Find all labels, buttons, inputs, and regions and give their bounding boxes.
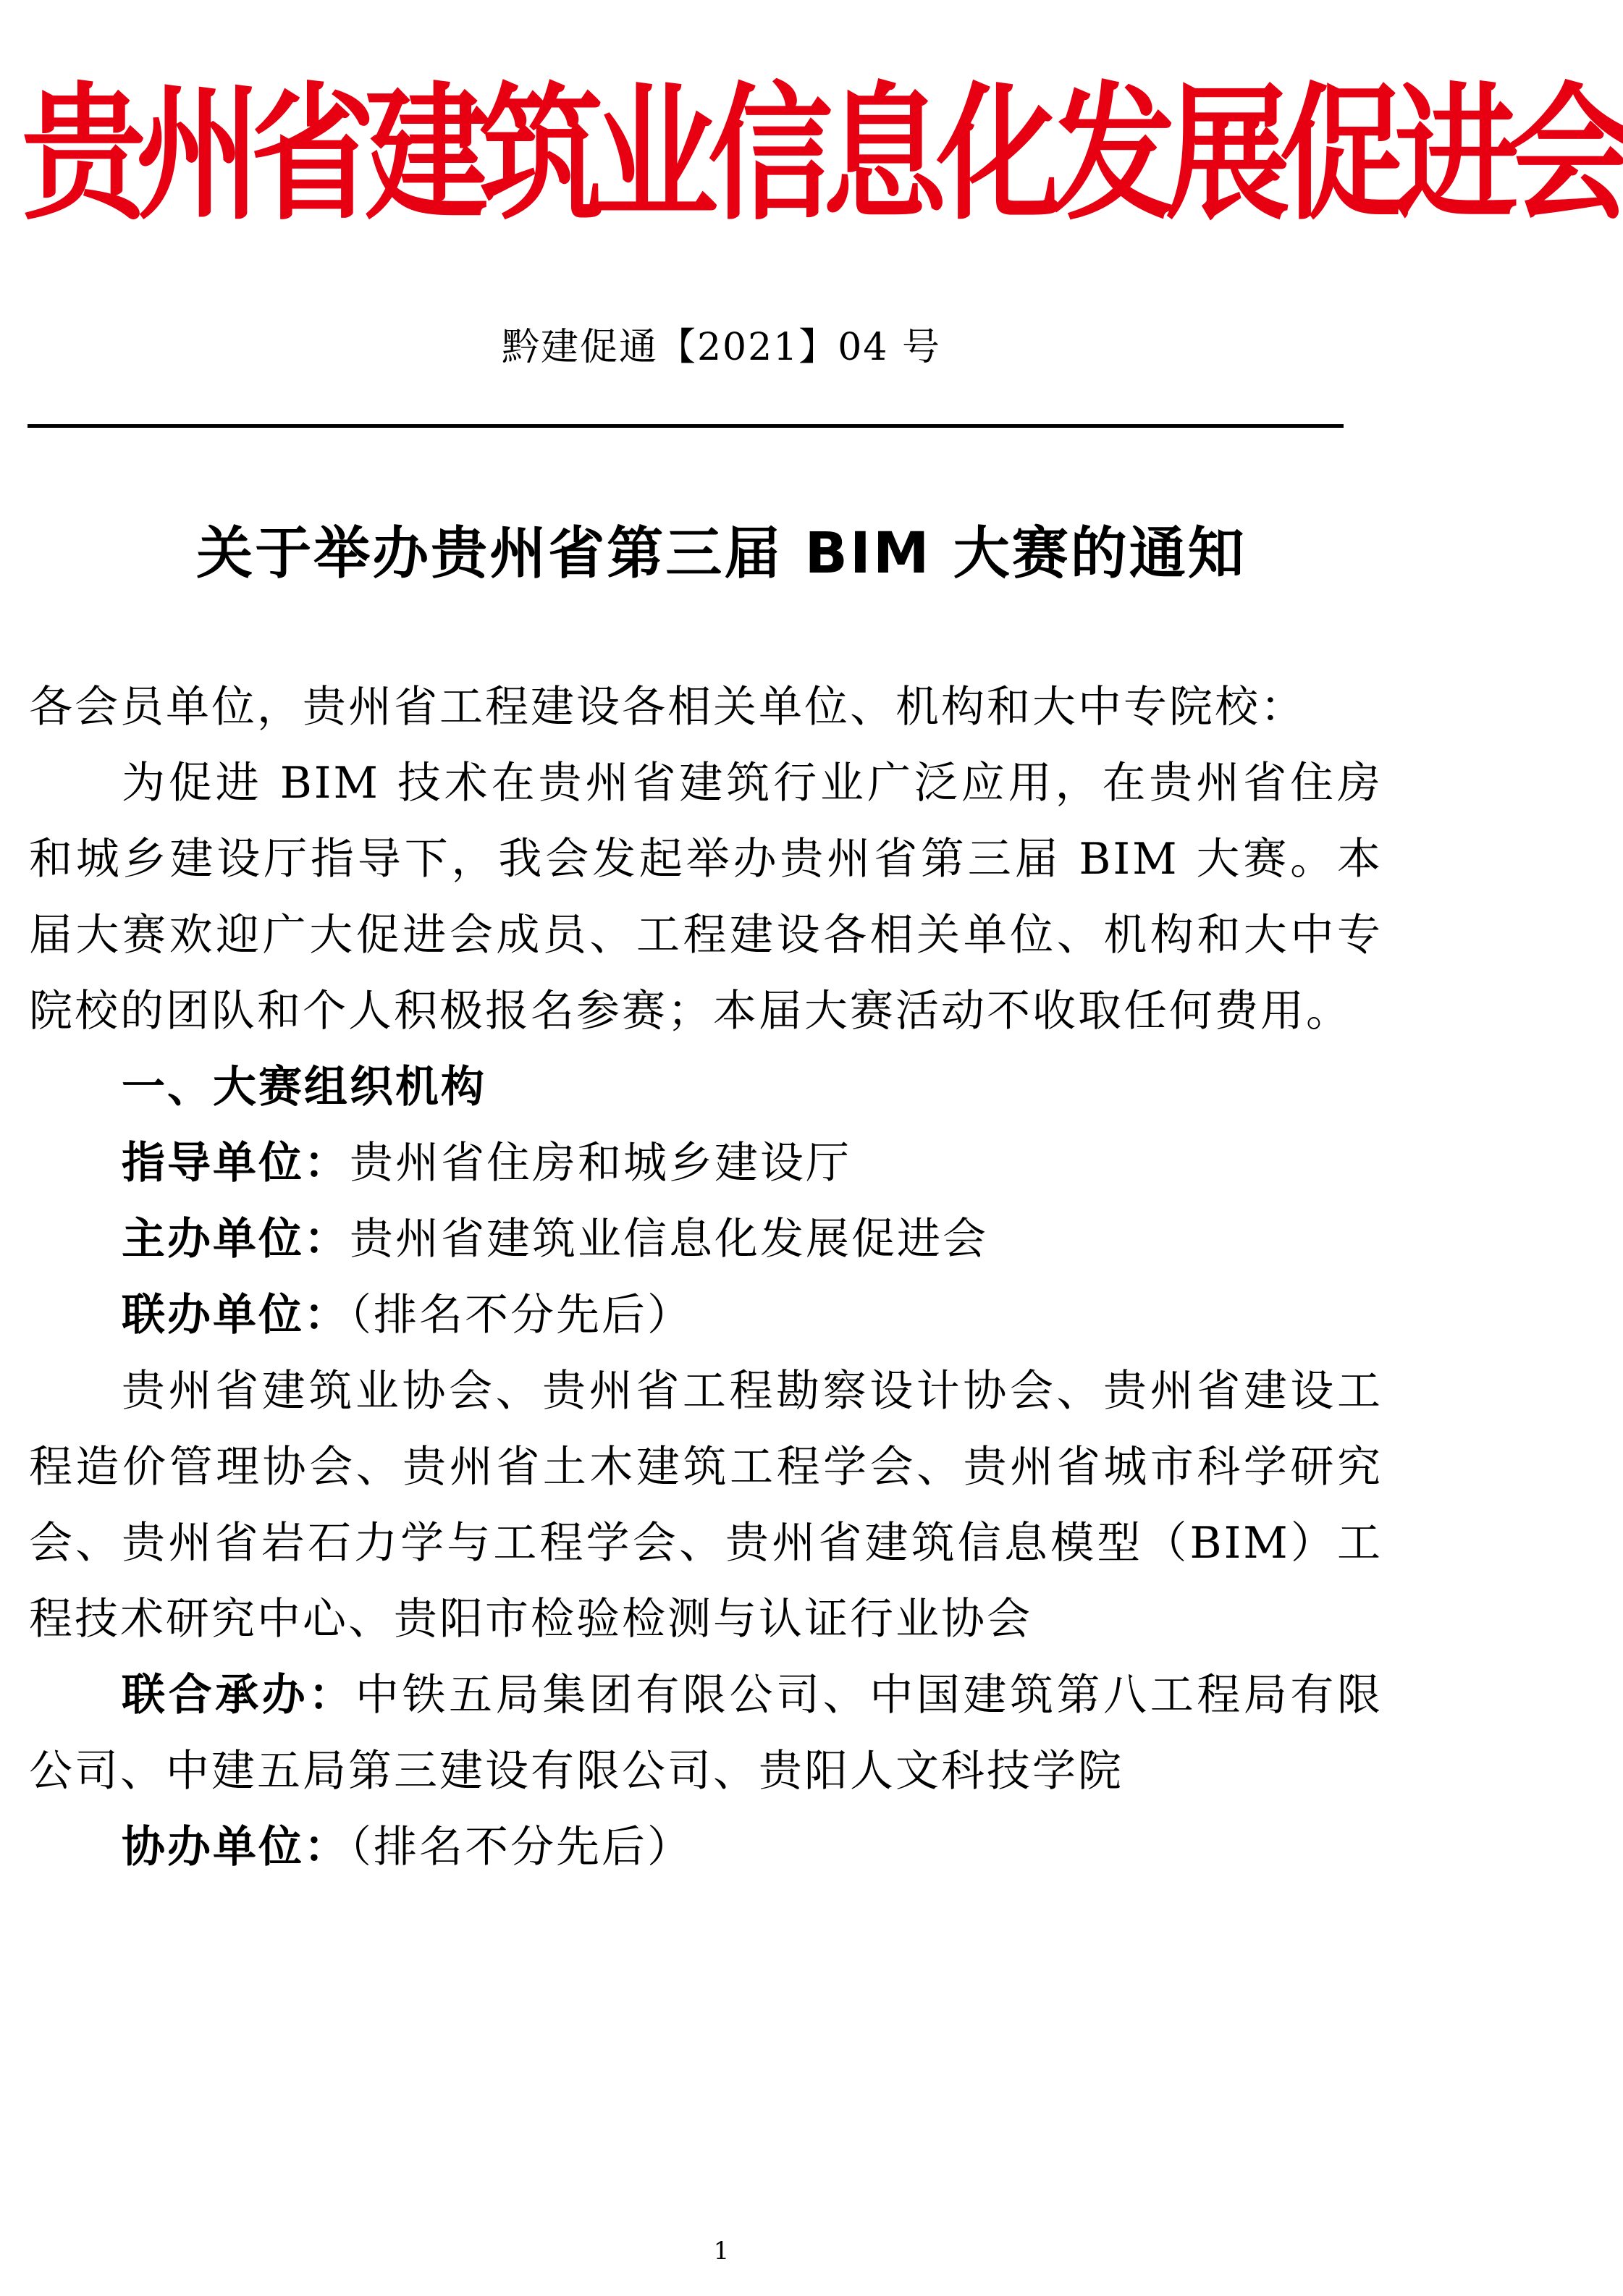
host-unit-value: 贵州省建筑业信息化发展促进会: [350, 1214, 988, 1265]
header-divider: [28, 424, 1344, 428]
assist-unit-value: （排名不分先后）: [350, 1822, 693, 1873]
host-unit-label: 主办单位：: [122, 1214, 350, 1265]
assist-unit-line: [29, 1810, 1383, 1886]
guide-unit-value: 贵州省住房和城乡建设厅: [350, 1138, 851, 1189]
co-unit-value: （排名不分先后）: [350, 1290, 693, 1341]
assist-unit-label: 协办单位：: [122, 1822, 350, 1873]
guide-unit-label: 指导单位：: [122, 1138, 350, 1189]
intro-paragraph: 为促进 BIM 技术在贵州省建筑行业广泛应用，在贵州省住房和城乡建设厅指导下，我会发起举办贵州省第三届 BIM 大赛。本届大赛欢迎广大促进会成员、工程建设各相关单位、机构和大中专院校的团队和个人积极报名参赛；本届大赛活动不收取任何费用。: [29, 758, 1383, 1037]
host-unit-line: [29, 1202, 1383, 1278]
joint-unit-label: 联合承办：: [122, 1670, 355, 1721]
co-unit-label: 联办单位：: [122, 1290, 350, 1341]
joint-unit-value: 中铁五局集团有限公司、中国建筑第八工程局有限公司、中建五局第三建设有限公司、贵阳人文科技学院: [29, 1670, 1383, 1797]
salutation: 各会员单位，贵州省工程建设各相关单位、机构和大中专院校：: [29, 682, 1306, 733]
organization-title: 贵州省建筑业信息化发展促进会: [22, 68, 1623, 240]
page-number: 1: [713, 2237, 730, 2266]
section-heading: 一、大赛组织机构: [122, 1062, 486, 1113]
notice-title: 关于举办贵州省第三届 BIM 大赛的通知: [196, 521, 1247, 586]
document-body: [29, 670, 1383, 1886]
guide-unit-line: [29, 1126, 1383, 1202]
co-unit-list: 贵州省建筑业协会、贵州省工程勘察设计协会、贵州省建设工程造价管理协会、贵州省土木建筑工程学会、贵州省城市科学研究会、贵州省岩石力学与工程学会、贵州省建筑信息模型（BIM）工程技术研究中心、贵阳市检验检测与认证行业协会: [29, 1366, 1383, 1645]
co-unit-line: [29, 1278, 1383, 1354]
joint-unit-line: [29, 1658, 1383, 1810]
document-number: 黔建促通【2021】04 号: [501, 326, 942, 369]
